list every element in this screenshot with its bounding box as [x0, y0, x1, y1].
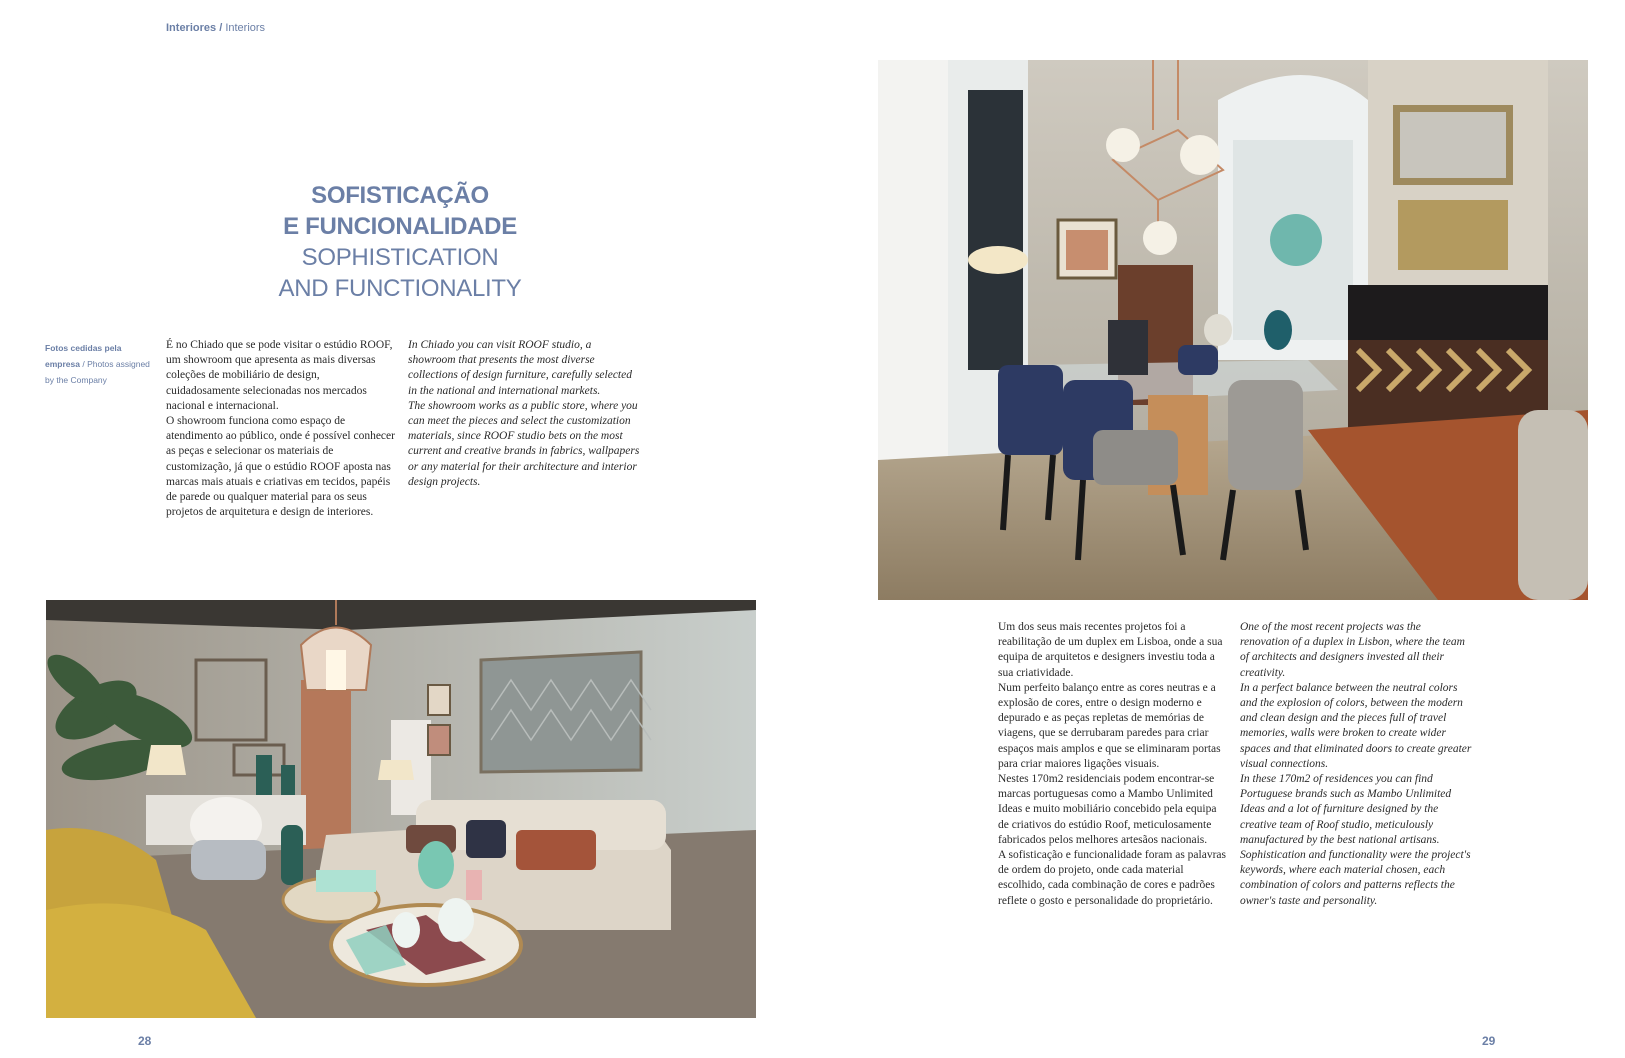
article-title [240, 180, 560, 304]
section-label [166, 22, 265, 34]
body-en-paragraph: Sophistication and functionality were the project's keywords, where each material chosen, each combination of colors and patterns reflects the owner's taste and personality. [1240, 849, 1471, 907]
body-en-paragraph: One of the most recent projects was the renovation of a duplex in Lisbon, where the team of architects and designers invested all their creativity. [1240, 621, 1465, 679]
body-pt-paragraph: A sofisticação e funcionalidade foram as palavras de ordem do projeto, onde cada material escolhido, cada combinação de cores e padrões reflete o gosto e personalidade do proprietário. [998, 849, 1226, 907]
section-label-en: Interiors [225, 22, 266, 34]
page-number-right: 29 [1482, 1034, 1496, 1048]
photo-credit-separator: / [79, 359, 88, 369]
body-en-paragraph: In a perfect balance between the neutral colors and the explosion of colors, between the modern and clean design and the pieces full of travel memories, walls were broken to create wider spaces and that eliminated doors to create greater visual connections. [1240, 681, 1472, 770]
intro-pt-paragraph: É no Chiado que se pode visitar o estúdio ROOF, um showroom que apresenta as mais diversas coleções de mobiliário de design, cuidadosamente selecionadas nos mercados nacional e internacional. [166, 339, 393, 412]
title-pt-line-1: SOFISTICAÇÃO [311, 182, 489, 209]
intro-en-paragraph: The showroom works as a public store, where you can meet the pieces and select the customization materials, since ROOF studio bets on the most current and creative brands in fabrics, wallpapers or any material for their architecture and interior design projects. [408, 399, 640, 488]
body-column-pt [998, 620, 1228, 909]
body-pt-paragraph: Nestes 170m2 residenciais podem encontrar-se marcas portuguesas como a Mambo Unlimited Ideas e muito mobiliário concebido pela equipa de criativos do estúdio Roof, meticulosamente fabricados pelos melhores artesãos nacionais. [998, 773, 1217, 846]
body-pt-paragraph: Num perfeito balanço entre as cores neutras e a explosão de cores, entre o design moderno e depurado e as peças repletas de memórias de viagens, que se derrubaram paredes para criar espaços mais amplos e que se eliminaram portas para criar maiores ligações visuais. [998, 681, 1221, 770]
photo-credit [45, 340, 155, 388]
body-pt-paragraph: Um dos seus mais recentes projetos foi a reabilitação de um duplex em Lisboa, onde a sua equipa de arquitetos e designers investiu toda a sua criatividade. [998, 621, 1223, 679]
section-label-separator: / [216, 22, 226, 34]
title-en-line-2: AND FUNCTIONALITY [278, 275, 522, 302]
section-label-pt: Interiores [166, 22, 217, 34]
page-number-left: 28 [138, 1034, 152, 1048]
intro-en-paragraph: In Chiado you can visit ROOF studio, a showroom that presents the most diverse collections of design furniture, carefully selected in the national and international markets. [408, 339, 632, 397]
intro-pt-paragraph: O showroom funciona como espaço de atendimento ao público, onde é possível conhecer as peças e selecionar os materiais de customização, já que o estúdio ROOF aposta nas marcas mais atuais e criativas em tecidos, papéis de parede ou qualquer material para os seus projetos de arquitetura e design de interiores. [166, 415, 395, 519]
photo-credit-pt: Fotos cedidas pela empresa [45, 343, 122, 369]
intro-column-pt [166, 338, 396, 520]
title-pt-line-2: E FUNCIONALIDADE [283, 213, 517, 240]
body-column-en [1240, 620, 1472, 909]
photo-living-room [46, 600, 756, 1018]
body-en-paragraph: In these 170m2 of residences you can find Portuguese brands such as Mambo Unlimited Ideas and a lot of furniture designed by the creative team of Roof studio, meticulously manufactured by the best national artisans. [1240, 773, 1452, 846]
intro-column-en [408, 338, 640, 490]
photo-dining-room [878, 60, 1588, 600]
title-en-line-1: SOPHISTICATION [301, 244, 499, 271]
photo-credit-en: Photos assigned by the Company [45, 359, 150, 385]
